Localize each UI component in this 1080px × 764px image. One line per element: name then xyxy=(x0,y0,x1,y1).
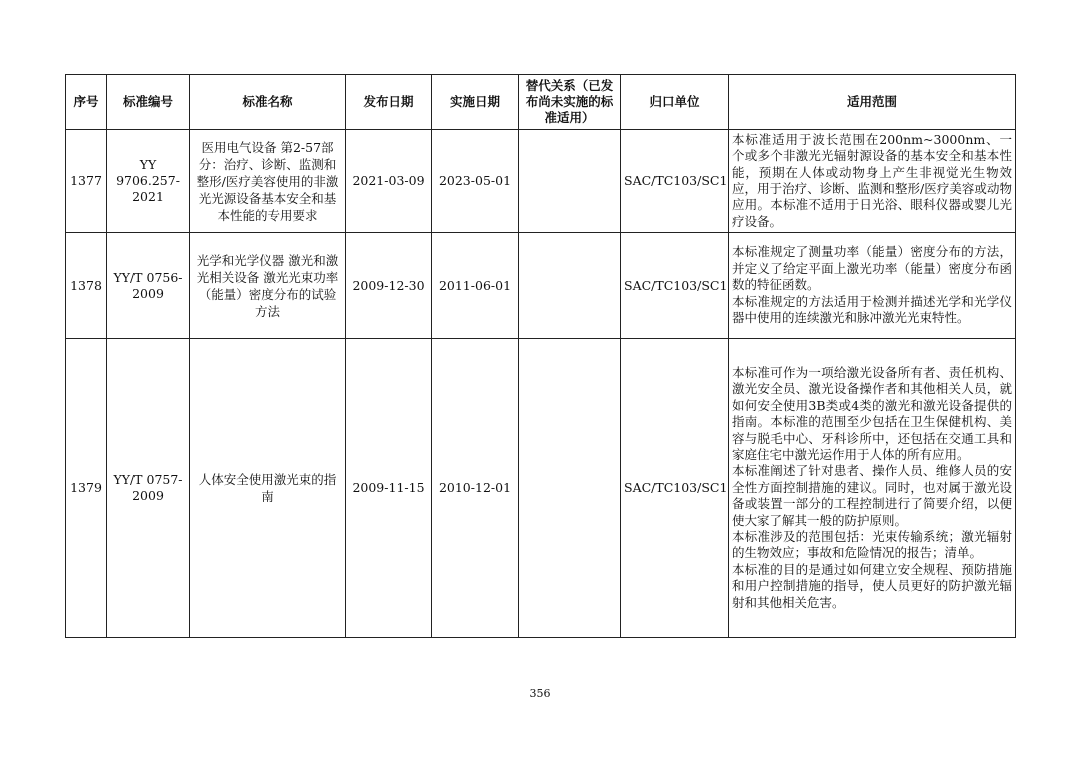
cell-seq: 1379 xyxy=(66,339,107,638)
scope-paragraph: 本标准涉及的范围包括：光束传输系统；激光辐射的生物效应；事故和危险情况的报告；清单。 xyxy=(732,529,1012,561)
cell-scope xyxy=(729,339,1016,638)
cell-replaces xyxy=(519,130,621,233)
scope-paragraph: 本标准规定了测量功率（能量）密度分布的方法，并定义了给定平面上激光功率（能量）密度分布函数的特征函数。 xyxy=(732,244,1012,293)
header-name: 标准名称 xyxy=(190,75,346,130)
header-implement-date: 实施日期 xyxy=(432,75,519,130)
cell-unit: SAC/TC103/SC1 xyxy=(621,233,729,339)
cell-seq: 1378 xyxy=(66,233,107,339)
cell-publish-date: 2009-12-30 xyxy=(346,233,432,339)
cell-implement-date: 2023-05-01 xyxy=(432,130,519,233)
page-number: 356 xyxy=(529,687,551,700)
cell-implement-date: 2011-06-01 xyxy=(432,233,519,339)
scope-paragraph: 本标准可作为一项给激光设备所有者、责任机构、激光安全员、激光设备操作者和其他相关人员，就如何安全使用3B类或4类的激光和激光设备提供的指南。本标准的范围至少包括在卫生保健机构、美容与脱毛中心、牙科诊所中，还包括在交通工具和家庭住宅中激光运作用于人体的所有应用。 xyxy=(732,364,1012,462)
cell-unit: SAC/TC103/SC1 xyxy=(621,339,729,638)
cell-scope xyxy=(729,130,1016,233)
header-scope: 适用范围 xyxy=(729,75,1016,130)
header-publish-date: 发布日期 xyxy=(346,75,432,130)
header-code: 标准编号 xyxy=(107,75,190,130)
scope-paragraph: 本标准规定的方法适用于检测并描述光学和光学仪器中使用的连续激光和脉冲激光光束特性。 xyxy=(732,293,1012,326)
header-unit: 归口单位 xyxy=(621,75,729,130)
scope-paragraph: 本标准适用于波长范围在200nm~3000nm、一个或多个非激光光辐射源设备的基本安全和基本性能，预期在人体或动物身上产生非视觉光生物效应，用于治疗、诊断、监测和整形/医疗美容或动物应用。本标准不适用于日光浴、眼科仪器或婴儿光疗设备。 xyxy=(732,131,1012,229)
cell-seq: 1377 xyxy=(66,130,107,233)
cell-name: 人体安全使用激光束的指南 xyxy=(190,339,346,638)
scope-paragraph: 本标准阐述了针对患者、操作人员、维修人员的安全性方面控制措施的建议。同时，也对属于激光设备或装置一部分的工程控制进行了简要介绍，以便使大家了解其一般的防护原则。 xyxy=(732,463,1012,528)
cell-implement-date: 2010-12-01 xyxy=(432,339,519,638)
table-row xyxy=(66,339,1016,638)
scope-paragraph: 本标准的目的是通过如何建立安全规程、预防措施和用户控制措施的指导，使人员更好的防护激光辐射和其他相关危害。 xyxy=(732,561,1012,610)
cell-replaces xyxy=(519,233,621,339)
cell-scope xyxy=(729,233,1016,339)
header-replaces: 替代关系（已发布尚未实施的标准适用） xyxy=(519,75,621,130)
cell-publish-date: 2009-11-15 xyxy=(346,339,432,638)
cell-code: YY/T 0757-2009 xyxy=(107,339,190,638)
table-header-row xyxy=(66,75,1016,130)
header-seq: 序号 xyxy=(66,75,107,130)
cell-name: 医用电气设备 第2-57部分：治疗、诊断、监测和整形/医疗美容使用的非激光光源设备基本安全和基本性能的专用要求 xyxy=(190,130,346,233)
cell-unit: SAC/TC103/SC1 xyxy=(621,130,729,233)
table-row xyxy=(66,233,1016,339)
table-row xyxy=(66,130,1016,233)
cell-replaces xyxy=(519,339,621,638)
standards-table xyxy=(65,74,1016,638)
cell-publish-date: 2021-03-09 xyxy=(346,130,432,233)
cell-code: YY 9706.257-2021 xyxy=(107,130,190,233)
cell-code: YY/T 0756-2009 xyxy=(107,233,190,339)
cell-name: 光学和光学仪器 激光和激光相关设备 激光光束功率（能量）密度分布的试验方法 xyxy=(190,233,346,339)
